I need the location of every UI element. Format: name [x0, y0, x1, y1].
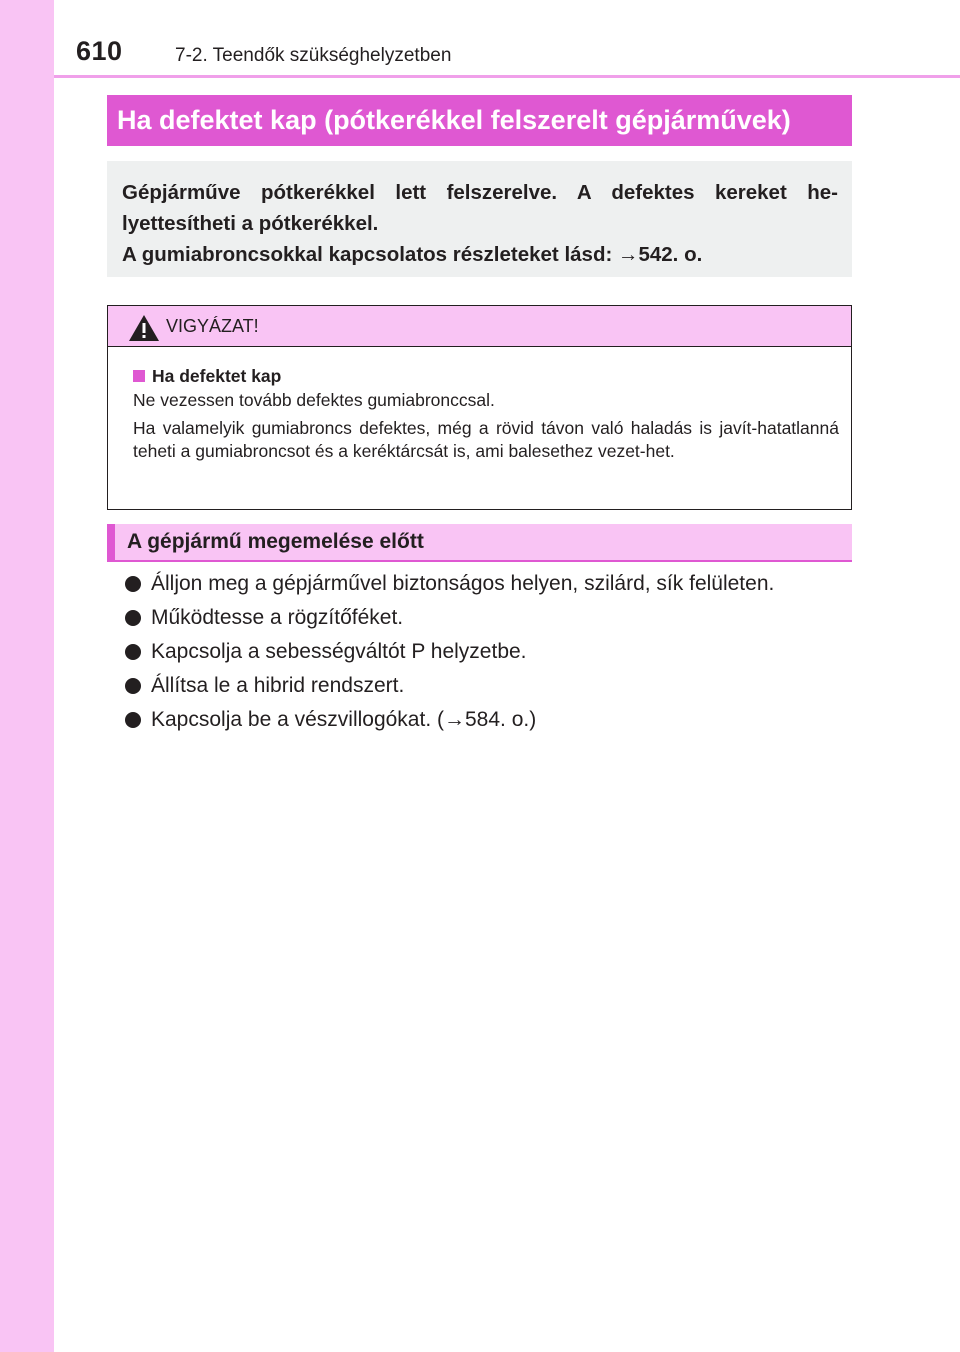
section-title: Ha defektet kap (pótkerékkel felszerelt gépjárművek): [117, 105, 791, 135]
caution-text-1: Ne vezessen tovább defektes gumiabronccsal.: [133, 390, 495, 410]
list-item: Kapcsolja be a vészvillogókat. (→584. o.): [125, 703, 865, 737]
intro-line-3: A gumiabroncsokkal kapcsolatos részleteket lásd: →542. o.: [122, 243, 703, 266]
list-item: Kapcsolja a sebességváltót P helyzetbe.: [125, 635, 865, 669]
intro-line-2: lyettesítheti a pótkerékkel.: [122, 212, 379, 235]
bullet-dot-icon: [125, 678, 141, 694]
caution-body: [108, 347, 851, 462]
caution-header: [108, 306, 851, 347]
chapter-title: 7-2. Teendők szükséghelyzetben: [175, 45, 452, 66]
caution-title: Ha defektet kap: [152, 365, 282, 386]
list-item: Működtesse a rögzítőféket.: [125, 601, 865, 635]
caution-text-2: Ha valamelyik gumiabroncs defektes, még a rövid távon való haladás is javít-hatatlanná teheti a gumiabroncsot és a keréktárcsát is, ami balesethez vezet-het.: [133, 418, 839, 461]
subsection-heading: [107, 524, 852, 562]
section-banner: [107, 95, 852, 146]
header-divider: [54, 75, 960, 78]
warning-triangle-icon: [128, 314, 160, 342]
list-item: Álljon meg a gépjárművel biztonságos helyen, szilárd, sík felületen.: [125, 567, 865, 601]
caution-label: VIGYÁZAT!: [166, 316, 259, 336]
intro-box: [107, 161, 852, 277]
bullet-dot-icon: [125, 610, 141, 626]
side-color-bar: [0, 0, 54, 1352]
caution-box: [107, 305, 852, 510]
bullet-dot-icon: [125, 644, 141, 660]
square-bullet-icon: [133, 370, 145, 382]
bullet-dot-icon: [125, 712, 141, 728]
list-item: Állítsa le a hibrid rendszert.: [125, 669, 865, 703]
bullet-list: [125, 567, 865, 737]
caution-title-row: [133, 365, 839, 387]
bullet-dot-icon: [125, 576, 141, 592]
intro-line-1: Gépjárműve pótkerékkel lett felszerelve. A defektes kereket he-: [122, 181, 838, 204]
subsection-title: A gépjármű megemelése előtt: [127, 530, 424, 553]
page-number: 610: [76, 36, 123, 66]
